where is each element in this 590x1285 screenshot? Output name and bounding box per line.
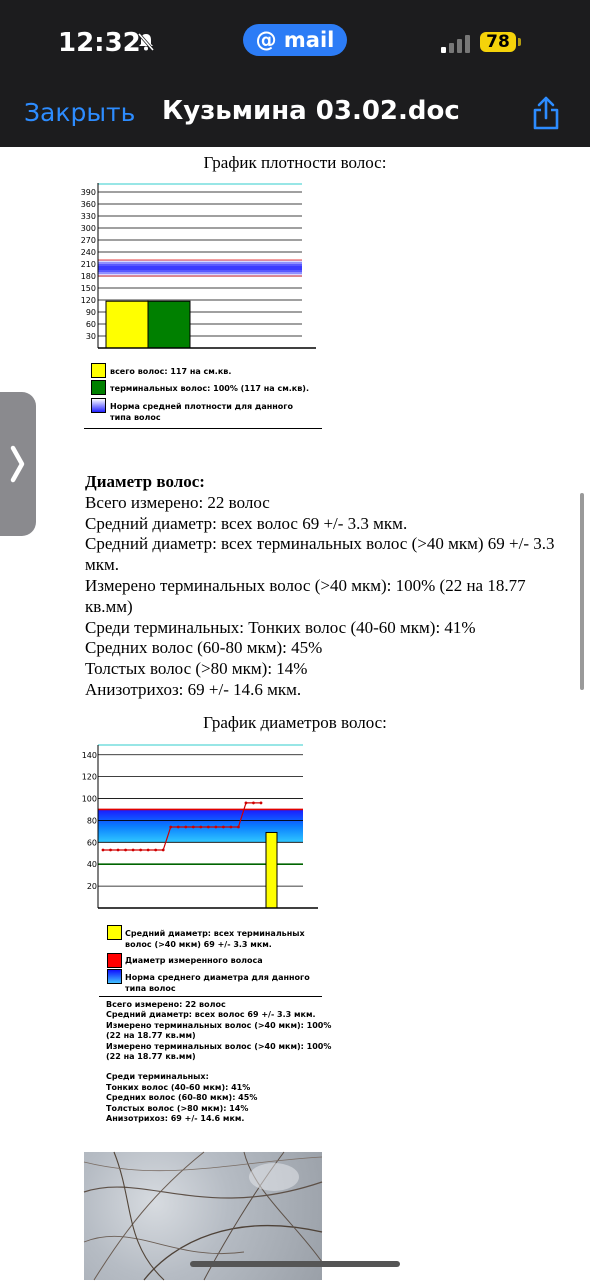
top-bar [0,0,590,147]
diameter-point [154,849,157,852]
density-norm-band [98,266,302,268]
legend-label-norm: Норма средней плотности для данного типа волос [110,402,293,422]
diameter-point [177,826,180,829]
diameter-line: Измерено терминальных волос (>40 мкм): 100% (22 на 18.77 кв.мм) [85,575,526,616]
diameter-tick-label: 40 [86,860,97,870]
summary-line: (22 на 18.77 кв.мм) [106,1031,196,1041]
legend-swatch-terminal [91,380,106,395]
diameter-point [184,826,187,829]
diameter-tick-label: 120 [81,772,97,782]
legend-divider [84,428,322,429]
share-icon[interactable] [531,96,561,130]
summary-line [106,1062,331,1072]
diameter-line: Анизотрихоз: 69 +/- 14.6 мкм. [85,679,302,699]
bell-muted-icon [136,32,156,52]
diameter-point [117,849,120,852]
diameter-text-block [85,472,555,701]
battery-tip [518,38,521,46]
density-norm-band [98,264,302,266]
diameter-point [102,849,105,852]
diameter-line: Средний диаметр: всех волос 69 +/- 3.3 мкм. [85,513,408,533]
density-tick-label: 180 [80,272,96,281]
density-tick-label: 150 [80,284,96,293]
summary-line: Средних волос (60-80 мкм): 45% [106,1093,258,1103]
density-tick-label: 300 [80,224,96,233]
diameter-point [147,849,150,852]
density-tick-label: 210 [80,260,96,269]
status-time: 12:32 [58,28,141,58]
diameter-point [132,849,135,852]
diameter-point [207,826,210,829]
diameter-tick-label: 60 [86,838,97,848]
legend-divider [99,996,322,997]
diameter-point [199,826,202,829]
density-chart [80,180,324,355]
summary-line: Средний диаметр: всех волос 69 +/- 3.3 мкм. [106,1010,316,1020]
document-title: Кузьмина 03.02.doc [162,96,460,126]
diameter-point [109,849,112,852]
legend-label-measured: Диаметр измеренного волоса [125,956,263,965]
diameter-point [139,849,142,852]
density-norm-band [98,270,302,272]
summary-line: Измерено терминальных волос (>40 мкм): 100% [106,1041,332,1051]
chevron-right-icon [0,392,36,536]
diameter-line: Всего измерено: 22 волос [85,492,270,512]
summary-line: Толстых волос (>80 мкм): 14% [106,1103,249,1113]
density-norm-band [98,268,302,270]
diameter-tick-label: 20 [86,882,97,892]
summary-line: Измерено терминальных волос (>40 мкм): 100% [106,1020,332,1030]
diameter-point [260,802,263,805]
summary-line: (22 на 18.77 кв.мм) [106,1052,196,1062]
signal-icon [441,35,471,53]
legend-label-mean: Средний диаметр: всех терминальных волос (>40 мкм) 69 +/- 3.3 мкм. [125,929,305,949]
diameter-point [252,802,255,805]
diameter-mean-bar [266,832,277,908]
scrollbar[interactable] [580,493,584,690]
mail-app-pill[interactable]: @ mail [243,24,347,56]
diameter-point [237,826,240,829]
diameter-point [222,826,225,829]
side-panel-tab[interactable] [0,392,36,536]
diameter-tick-label: 140 [81,750,97,760]
diameter-line: Среди терминальных: Тонких волос (40-60 мкм): 41% [85,617,476,637]
legend-swatch-mean [107,925,122,940]
legend-swatch-diam-norm [107,969,122,984]
density-bar [148,301,190,348]
legend-label-total: всего волос: 117 на см.кв. [110,367,232,376]
diameter-line: Средний диаметр: всех терминальных волос (>40 мкм) 69 +/- 3.3 мкм. [85,534,555,575]
diameter-title: Диаметр волос: [85,472,205,491]
home-indicator [190,1261,400,1267]
density-norm-band [98,272,302,274]
diameter-point [162,849,165,852]
density-tick-label: 120 [80,296,96,305]
legend-label-terminal: терминальных волос: 100% (117 на см.кв). [110,384,309,393]
density-tick-label: 60 [85,320,96,329]
density-norm-band [98,262,302,264]
diameter-tick-label: 100 [81,794,97,804]
legend-swatch-total [91,363,106,378]
density-tick-label: 270 [80,236,96,245]
density-tick-label: 360 [80,200,96,209]
diameter-chart [81,742,324,912]
diameter-point [169,826,172,829]
density-tick-label: 30 [85,332,96,341]
diameter-point [214,826,217,829]
diameter-point [230,826,233,829]
close-button[interactable]: Закрыть [24,98,136,127]
density-tick-label: 240 [80,248,96,257]
density-chart-heading: График плотности волос: [203,153,387,172]
legend-label-diam-norm: Норма среднего диаметра для данного типа волос [125,973,310,993]
diameter-tick-label: 80 [86,816,97,826]
summary-line: Всего измерено: 22 волос [106,1000,226,1009]
diameter-point [245,802,248,805]
legend-swatch-measured [107,953,122,968]
density-tick-label: 90 [85,308,96,317]
diameter-line: Толстых волос (>80 мкм): 14% [85,659,308,679]
density-tick-label: 390 [80,188,96,197]
density-tick-label: 330 [80,212,96,221]
legend-swatch-norm [91,398,106,413]
battery-indicator: 78 [480,32,516,52]
summary-line: Тонких волос (40-60 мкм): 41% [106,1082,251,1092]
diameter-chart-heading: График диаметров волос: [203,713,387,732]
summary-line: Анизотрихоз: 69 +/- 14.6 мкм. [106,1114,245,1124]
density-bar [106,301,148,348]
diameter-summary [106,1000,331,1124]
diameter-line: Средних волос (60-80 мкм): 45% [85,638,323,658]
diameter-point [124,849,127,852]
diameter-point [192,826,195,829]
summary-line: Среди терминальных: [106,1072,209,1082]
